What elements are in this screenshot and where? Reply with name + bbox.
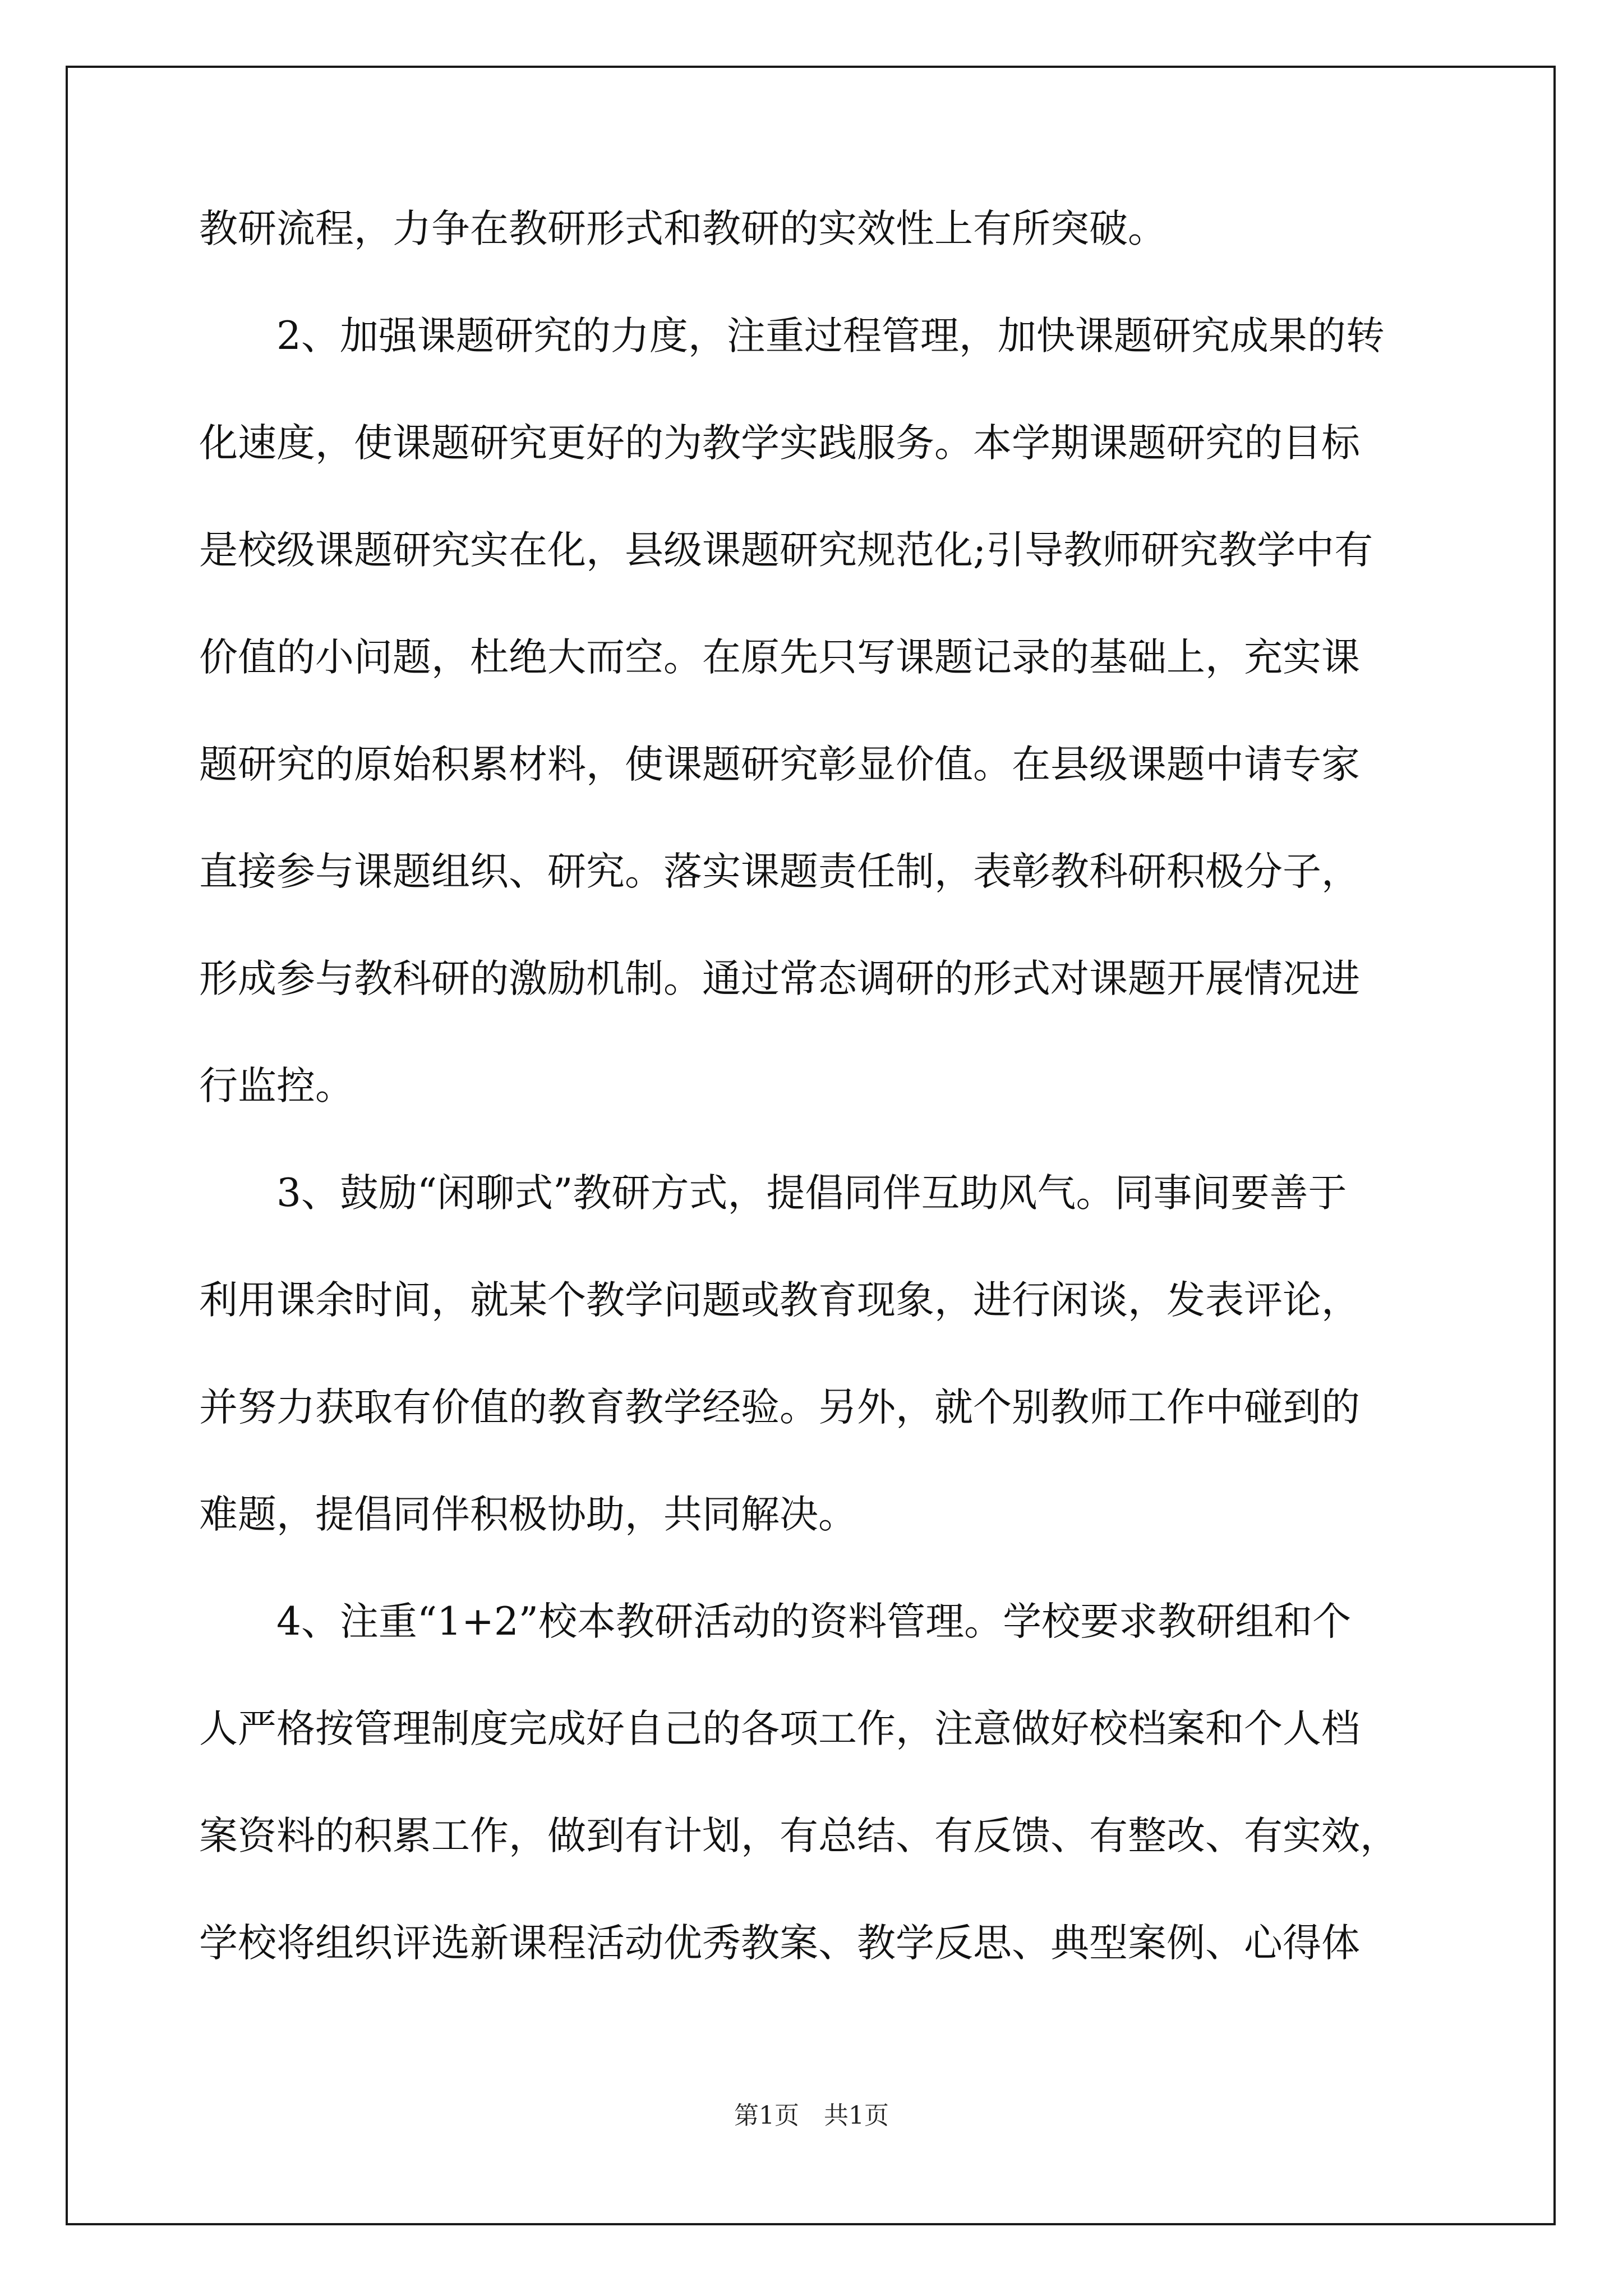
text-line: 题研究的原始积累材料，使课题研究彰显价值。在县级课题中请专家 bbox=[199, 742, 1360, 787]
text-line: 案资料的积累工作，做到有计划，有总结、有反馈、有整改、有实效， bbox=[199, 1814, 1399, 1858]
text-line: 难题，提倡同伴积极协助，共同解决。 bbox=[199, 1492, 857, 1537]
document-body bbox=[199, 202, 1424, 2023]
text-line: 价值的小问题，杜绝大而空。在原先只写课题记录的基础上，充实课 bbox=[199, 635, 1360, 680]
text-line: 行监控。 bbox=[199, 1064, 354, 1108]
text-line: 人严格按管理制度完成好自己的各项工作，注意做好校档案和个人档 bbox=[199, 1706, 1360, 1751]
page-number-footer: 第1页 共1页 bbox=[734, 2101, 889, 2130]
text-line: 直接参与课题组织、研究。落实课题责任制，表彰教科研积极分子， bbox=[199, 849, 1360, 894]
text-line: 并努力获取有价值的教育教学经验。另外，就个别教师工作中碰到的 bbox=[199, 1385, 1360, 1430]
text-line: 教研流程，力争在教研形式和教研的实效性上有所突破。 bbox=[199, 206, 1166, 251]
text-line: 2、加强课题研究的力度，注重过程管理，加快课题研究成果的转 bbox=[276, 314, 1385, 358]
text-line: 3、鼓励“闲聊式”教研方式，提倡同伴互助风气。同事间要善于 bbox=[276, 1171, 1347, 1216]
text-line: 利用课余时间，就某个教学问题或教育现象，进行闲谈，发表评论， bbox=[199, 1278, 1360, 1323]
text-line: 化速度，使课题研究更好的为教学实践服务。本学期课题研究的目标 bbox=[199, 421, 1360, 466]
text-line: 形成参与教科研的激励机制。通过常态调研的形式对课题开展情况进 bbox=[199, 956, 1360, 1001]
text-line: 是校级课题研究实在化，县级课题研究规范化;引导教师研究教学中有 bbox=[199, 528, 1373, 573]
text-line: 学校将组织评选新课程活动优秀教案、教学反思、典型案例、心得体 bbox=[199, 1921, 1360, 1966]
text-line: 4、注重“1+2”校本教研活动的资料管理。学校要求教研组和个 bbox=[276, 1599, 1352, 1644]
